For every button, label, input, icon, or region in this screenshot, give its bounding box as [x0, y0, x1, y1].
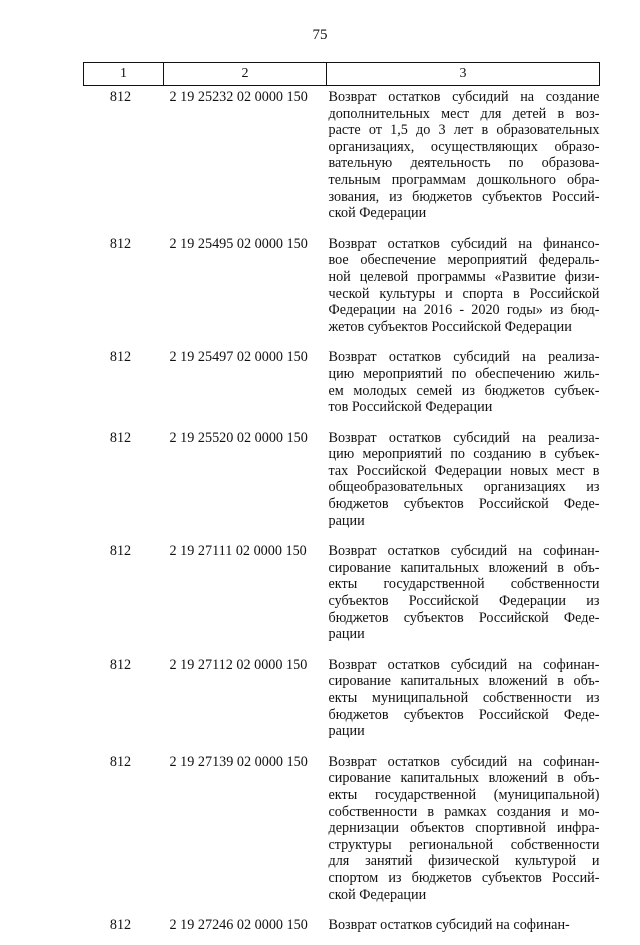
description-line: сирование капитальных вложений в объ- — [328, 673, 600, 690]
description-line: Возврат остатков субсидий на финансо- — [328, 235, 600, 252]
description-line: Возврат остатков субсидий на софинан- — [328, 656, 600, 673]
description-cell — [327, 654, 600, 751]
description-cell — [327, 86, 600, 233]
description-line: вательную деятельность по образова- — [328, 155, 600, 172]
description-line: сирование капитальных вложений в объ- — [328, 770, 600, 787]
budget-code-cell: 2 19 25232 02 0000 150 — [169, 89, 308, 105]
description-line: спортом из бюджетов субъектов Россий- — [328, 869, 600, 886]
description-cell — [327, 346, 600, 426]
description-line: ской Федерации — [328, 205, 427, 222]
budget-code-cell: 2 19 25497 02 0000 150 — [169, 349, 308, 366]
description-line: для занятий физической культурой и — [328, 853, 600, 870]
description-line: Возврат остатков субсидий на реализа- — [328, 349, 600, 366]
budget-code-cell: 2 19 27139 02 0000 150 — [169, 753, 308, 770]
description-line: рации — [328, 723, 365, 740]
description-line: рации — [328, 512, 365, 529]
description-cell — [327, 914, 600, 945]
table-header — [84, 63, 600, 86]
admin-code-cell: 812 — [109, 917, 132, 934]
budget-code-cell: 2 19 25495 02 0000 150 — [169, 235, 308, 252]
description-line: тах Российской Федерации новых мест в — [328, 462, 600, 479]
table-row — [84, 233, 600, 347]
description-line: екты государственной собственности — [328, 576, 600, 593]
table-row — [84, 540, 600, 654]
description-line: Федерации на 2016 - 2020 годы» из бюд- — [328, 302, 600, 319]
description-line: бюджетов субъектов Российской Феде- — [328, 496, 600, 513]
table-row — [84, 751, 600, 914]
description-line: дополнительных мест для детей в воз- — [328, 105, 600, 122]
admin-code-cell: 812 — [109, 656, 132, 673]
description-line: екты муниципальной собственности из — [328, 690, 600, 706]
description-line: цию мероприятий по созданию в субъек- — [328, 446, 600, 463]
table-row — [84, 346, 600, 426]
description-line: екты государственной (муниципальной) — [328, 786, 600, 803]
description-cell — [327, 427, 600, 541]
admin-code-cell: 812 — [109, 543, 132, 560]
budget-code-cell: 2 19 25520 02 0000 150 — [169, 429, 308, 446]
description-line: Возврат остатков субсидий на софинан- — [328, 753, 600, 770]
description-line: ческой культуры и спорта в Российской — [328, 285, 600, 302]
table-row — [84, 914, 600, 945]
admin-code-cell: 812 — [109, 753, 132, 770]
table-row — [84, 427, 600, 541]
description-line: тельным программам дошкольного обра- — [328, 171, 600, 188]
description-line: субъектов Российской Федерации из — [328, 593, 600, 610]
table-row — [84, 86, 600, 233]
header-col-2: 2 — [164, 63, 327, 86]
description-line: Возврат остатков субсидий на реализа- — [328, 429, 600, 446]
budget-code-cell: 2 19 27112 02 0000 150 — [169, 656, 308, 673]
description-cell — [327, 751, 600, 914]
description-line: цию мероприятий по обеспечению жиль- — [328, 365, 600, 382]
table-row — [84, 654, 600, 751]
description-line: расте от 1,5 до 3 лет в образовательных — [328, 122, 600, 139]
admin-code-cell: 812 — [109, 349, 132, 366]
description-line: бюджетов субъектов Российской Феде- — [328, 609, 600, 626]
description-line: вое обеспечение мероприятий федераль- — [328, 252, 600, 269]
description-line: ной целевой программы «Развитие физи- — [328, 268, 600, 285]
budget-codes-table — [83, 62, 600, 945]
header-col-1: 1 — [84, 63, 164, 86]
description-cell — [327, 540, 600, 654]
budget-code-cell: 2 19 27246 02 0000 150 — [169, 917, 308, 934]
description-line: тов Российской Федерации — [328, 399, 493, 416]
description-line: Возврат остатков субсидий на софинан- — [328, 917, 570, 934]
table-body — [84, 86, 600, 945]
description-line: зования, из бюджетов субъектов Россий- — [328, 188, 600, 205]
description-line: дернизации объектов спортивной инфра- — [328, 820, 600, 837]
description-line: жетов субъектов Российской Федерации — [328, 318, 572, 335]
header-col-3: 3 — [327, 63, 600, 86]
description-line: ем молодых семей из бюджетов субъек- — [328, 382, 600, 399]
description-line: ской Федерации — [328, 886, 427, 903]
description-line: общеобразовательных организациях из — [328, 479, 600, 496]
description-line: сирование капитальных вложений в объ- — [328, 559, 600, 576]
description-line: структуры региональной собственности — [328, 836, 600, 853]
budget-code-cell: 2 19 27111 02 0000 150 — [169, 543, 307, 560]
description-line: Возврат остатков субсидий на создание — [328, 89, 600, 105]
admin-code-cell: 812 — [109, 235, 132, 252]
description-line: организациях, осуществляющих образо- — [328, 138, 600, 155]
description-line: бюджетов субъектов Российской Феде- — [328, 706, 600, 723]
description-line: рации — [328, 626, 365, 643]
admin-code-cell: 812 — [109, 89, 132, 105]
description-line: собственности в рамках создания и мо- — [328, 803, 600, 820]
page-number: 75 — [312, 27, 328, 43]
description-line: Возврат остатков субсидий на софинан- — [328, 543, 600, 560]
description-cell — [327, 233, 600, 347]
admin-code-cell: 812 — [109, 429, 132, 446]
